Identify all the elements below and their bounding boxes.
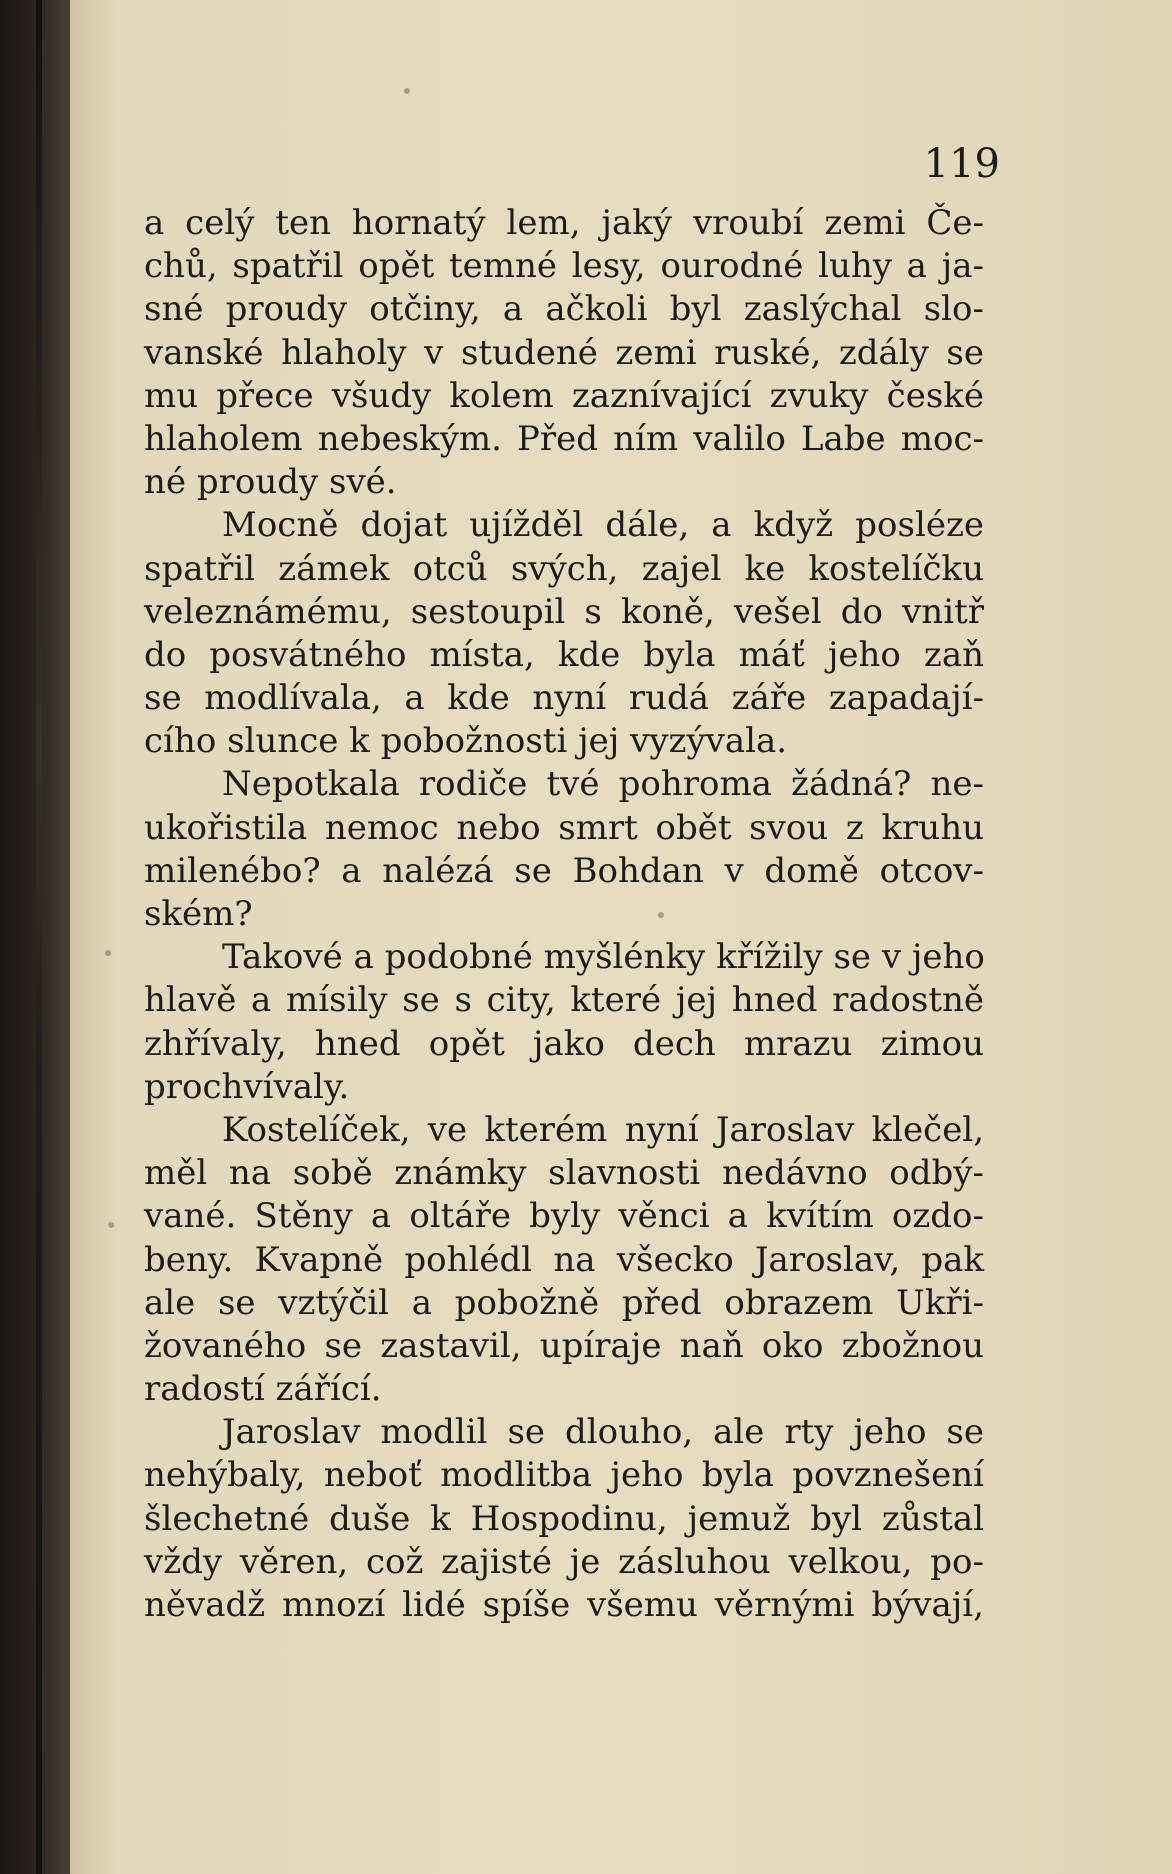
paper-speck bbox=[108, 1222, 114, 1228]
text-line: hlavě a mísily se s city, které jej hned radostně bbox=[144, 980, 984, 1021]
text-line: vanské hlaholy v studené zemi ruské, zdály se bbox=[144, 332, 984, 373]
text-line: prochvívaly. bbox=[144, 1066, 350, 1107]
text-line: Mocně dojat ujížděl dále, a když posléze bbox=[222, 505, 984, 546]
text-line: šlechetné duše k Hospodinu, jemuž byl zůstal bbox=[144, 1498, 984, 1539]
text-line: Kostelíček, ve kterém nyní Jaroslav klečel, bbox=[222, 1109, 984, 1150]
text-line: spatřil zámek otců svých, zajel ke kostelíčku bbox=[144, 548, 984, 589]
text-line: chů, spatřil opět temné lesy, ourodné luhy a ja- bbox=[144, 246, 984, 287]
text-line: hlaholem nebeským. Před ním valilo Labe moc- bbox=[144, 418, 984, 459]
text-line: něvadž mnozí lidé spíše všemu věrnými bývají, bbox=[144, 1585, 984, 1625]
spine-shadow bbox=[36, 0, 42, 1874]
text-line: Nepotkala rodiče tvé pohroma žádná? ne- bbox=[222, 764, 984, 805]
text-line: sné proudy otčiny, a ačkoli byl zaslýchal slo- bbox=[144, 289, 984, 330]
text-line: ale se vztýčil a pobožně před obrazem Ukři- bbox=[144, 1282, 984, 1323]
text-line: měl na sobě známky slavnosti nedávno odbý- bbox=[144, 1153, 984, 1194]
text-line: radostí zářící. bbox=[144, 1369, 382, 1410]
text-line: mu přece všudy kolem zaznívající zvuky české bbox=[144, 375, 984, 416]
text-line: cího slunce k pobožnosti jej vyzývala. bbox=[144, 721, 788, 762]
text-line: nehýbaly, neboť modlitba jeho byla povznešení bbox=[144, 1455, 984, 1496]
body-text bbox=[144, 202, 984, 1627]
paper-speck bbox=[105, 950, 111, 956]
text-line: a celý ten hornatý lem, jaký vroubí zemi Če- bbox=[144, 203, 984, 243]
text-line: vané. Stěny a oltáře byly věnci a kvítím ozdo- bbox=[144, 1196, 984, 1237]
text-line: Takové a podobné myšlénky křížily se v jeho bbox=[222, 937, 985, 978]
text-line: veleznámému, sestoupil s koně, vešel do vnitř bbox=[144, 591, 984, 632]
text-line: Jaroslav modlil se dlouho, ale rty jeho se bbox=[222, 1412, 984, 1453]
text-line: zhřívaly, hned opět jako dech mrazu zimou bbox=[144, 1023, 984, 1064]
text-line: se modlívala, a kde nyní rudá záře zapadají- bbox=[144, 678, 984, 719]
book-gutter bbox=[0, 0, 70, 1874]
paper-speck bbox=[404, 88, 410, 94]
text-line: ském? bbox=[144, 894, 253, 934]
text-line: do posvátného místa, kde byla máť jeho zaň bbox=[144, 634, 984, 675]
text-line: vždy věren, což zajisté je zásluhou velkou, po- bbox=[144, 1541, 984, 1582]
text-line: né proudy své. bbox=[144, 462, 397, 503]
text-line: beny. Kvapně pohlédl na všecko Jaroslav, pak bbox=[144, 1239, 984, 1280]
text-line: milenébo? a nalézá se Bohdan v domě otcov- bbox=[144, 850, 984, 891]
text-line: ukořistila nemoc nebo smrt obět svou z kruhu bbox=[144, 807, 984, 848]
text-line: žovaného se zastavil, upíraje naň oko zbožnou bbox=[144, 1325, 984, 1366]
page-number: 119 bbox=[923, 141, 1000, 187]
